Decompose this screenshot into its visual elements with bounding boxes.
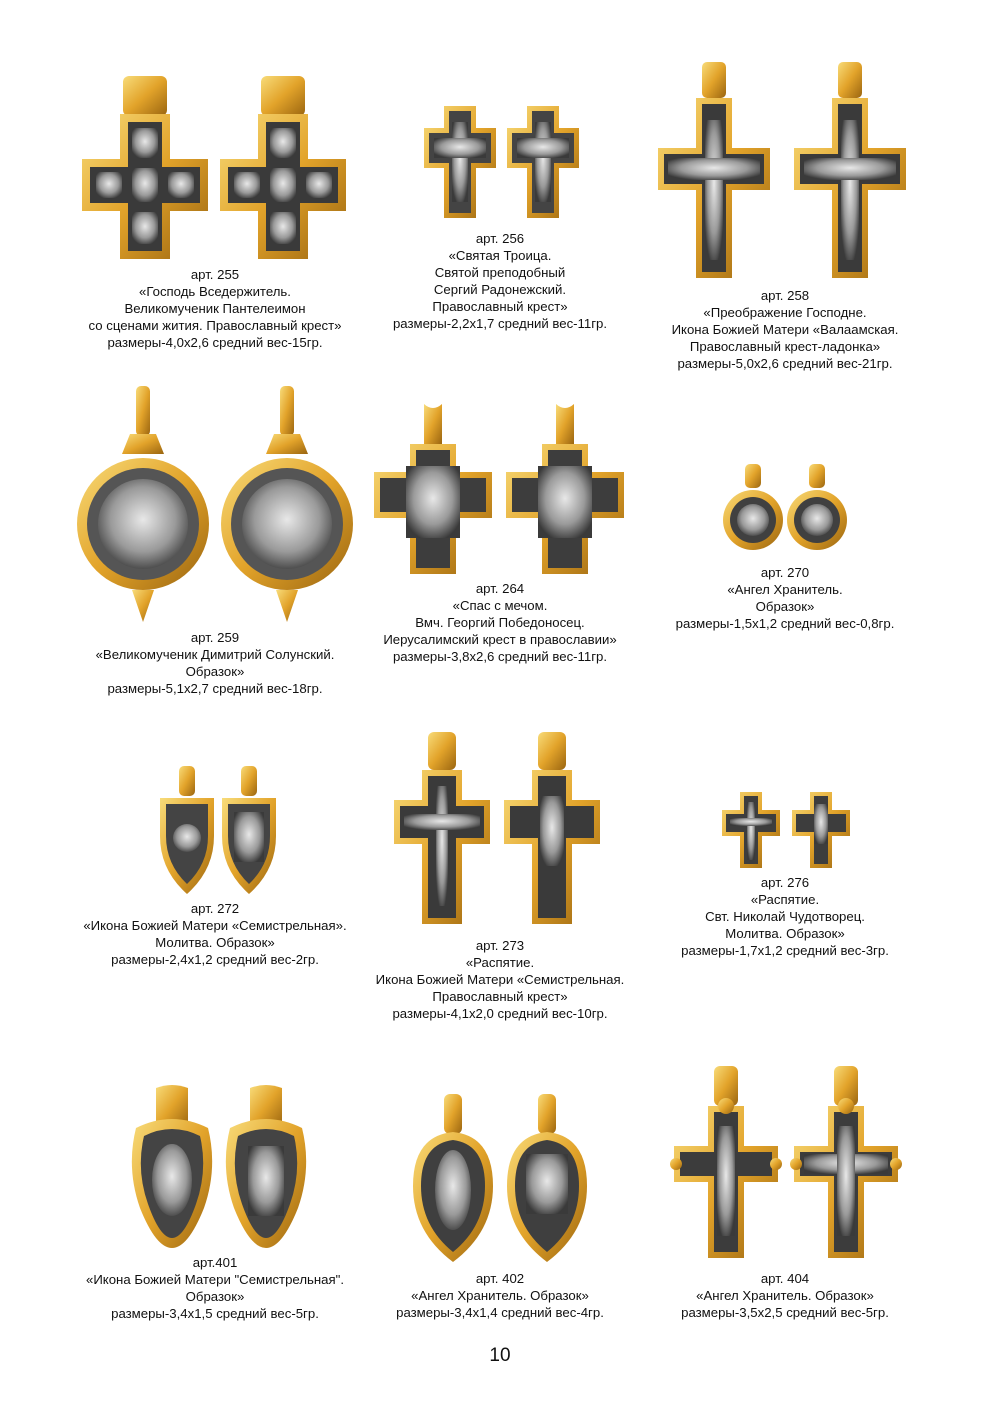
product-256 (360, 100, 640, 340)
article-number: арт.401 (192, 1255, 238, 1270)
caption-line: Образок» (755, 599, 815, 614)
small-round-medallion-icon (786, 462, 848, 558)
caption-line: Православный крест» (432, 989, 568, 1004)
caption-line: Свт. Николай Чудотворец. (705, 909, 865, 924)
article-number: арт. 259 (190, 630, 240, 645)
caption-line: Православный крест-ладонка» (689, 339, 881, 354)
caption-line: Святой преподобный (434, 265, 566, 280)
article-number: арт. 404 (760, 1271, 810, 1286)
caption-line: размеры-2,2х1,7 средний вес-11гр. (392, 316, 608, 331)
caption-line: «Ангел Хранитель. Образок» (411, 1288, 589, 1303)
ornate-medallion-icon (220, 1084, 312, 1250)
cross-pendant-icon (392, 730, 492, 928)
jerusalem-cross-icon (370, 402, 496, 578)
budded-cross-icon (790, 1064, 902, 1264)
caption-line: «Преображение Господне. (703, 305, 867, 320)
product-caption (360, 580, 640, 665)
product-caption (360, 1270, 640, 1321)
caption-line: «Икона Божией Матери «Семистрельная». (83, 918, 347, 933)
article-number: арт. 270 (760, 565, 810, 580)
caption-line: Икона Божией Матери «Валаамская. (671, 322, 899, 337)
caption-line: размеры-1,5х1,2 средний вес-0,8гр. (675, 616, 895, 631)
caption-line: «Ангел Хранитель. Образок» (696, 1288, 874, 1303)
small-round-medallion-icon (722, 462, 784, 558)
caption-line: «Распятие. (465, 955, 535, 970)
caption-line: Иерусалимский крест в православии» (383, 632, 617, 647)
article-number: арт. 272 (190, 901, 240, 916)
caption-line: размеры-4,0х2,6 средний вес-15гр. (107, 335, 323, 350)
caption-line: Великомученик Пантелеимон (124, 301, 306, 316)
page-number: 10 (489, 1345, 511, 1366)
product-259 (70, 382, 360, 702)
product-258 (640, 58, 930, 378)
cross-pendant-icon (502, 730, 602, 928)
greek-cross-pendant-icon (218, 74, 348, 262)
product-264 (360, 400, 640, 685)
small-cross-icon (720, 790, 782, 870)
shield-medallion-icon (218, 764, 280, 898)
caption-line: размеры-1,7х1,2 средний вес-3гр. (681, 943, 889, 958)
reliquary-cross-icon (654, 60, 774, 284)
product-401 (70, 1082, 360, 1327)
cross-pendant-icon (422, 102, 498, 222)
round-medallion-icon (218, 384, 356, 624)
caption-line: размеры-5,1х2,7 средний вес-18гр. (107, 681, 323, 696)
caption-line: «Спас с мечом. (452, 598, 548, 613)
caption-line: размеры-3,8х2,6 средний вес-11гр. (392, 649, 608, 664)
ornate-medallion-icon (126, 1084, 218, 1250)
product-caption (360, 230, 640, 332)
small-cross-icon (790, 790, 852, 870)
product-caption (640, 874, 930, 959)
product-caption (640, 564, 930, 632)
cross-pendant-icon (505, 102, 581, 222)
product-caption (70, 266, 360, 351)
caption-line: размеры-2,4х1,2 средний вес-2гр. (111, 952, 319, 967)
product-273 (360, 728, 640, 1028)
caption-line: Православный крест» (432, 299, 568, 314)
round-medallion-icon (74, 384, 212, 624)
article-number: арт. 258 (760, 288, 810, 303)
caption-line: размеры-3,4х1,5 средний вес-5гр. (111, 1306, 319, 1321)
article-number: арт. 264 (475, 581, 525, 596)
oval-medallion-icon (410, 1092, 496, 1264)
caption-line: размеры-5,0х2,6 средний вес-21гр. (677, 356, 893, 371)
caption-line: «Икона Божией Матери "Семистрельная". (85, 1272, 344, 1287)
jerusalem-cross-icon (502, 402, 628, 578)
product-caption (360, 937, 640, 1022)
article-number: арт. 256 (475, 231, 525, 246)
product-caption (640, 1270, 930, 1321)
caption-line: Молитва. Образок» (725, 926, 845, 941)
product-404 (640, 1062, 930, 1332)
caption-line: «Ангел Хранитель. (727, 582, 843, 597)
article-number: арт. 255 (190, 267, 240, 282)
article-number: арт. 273 (475, 938, 525, 953)
caption-line: Молитва. Образок» (155, 935, 275, 950)
product-402 (360, 1090, 640, 1330)
oval-medallion-icon (504, 1092, 590, 1264)
caption-line: «Святая Троица. (448, 248, 552, 263)
product-caption (70, 1254, 360, 1322)
caption-line: «Великомученик Димитрий Солунский. (95, 647, 335, 662)
greek-cross-pendant-icon (80, 74, 210, 262)
caption-line: «Господь Вседержитель. (139, 284, 291, 299)
article-number: арт. 402 (475, 1271, 525, 1286)
product-caption (70, 629, 360, 697)
caption-line: Образок» (185, 1289, 245, 1304)
caption-line: Сергий Радонежский. (433, 282, 567, 297)
caption-line: Вмч. Георгий Победоносец. (415, 615, 585, 630)
shield-medallion-icon (156, 764, 218, 898)
caption-line: размеры-3,4х1,4 средний вес-4гр. (396, 1305, 604, 1320)
caption-line: Икона Божией Матери «Семистрельная. (375, 972, 625, 987)
product-272 (70, 762, 360, 972)
product-caption (70, 900, 360, 968)
reliquary-cross-icon (790, 60, 910, 284)
caption-line: «Распятие. (750, 892, 820, 907)
product-270 (640, 460, 930, 640)
article-number: арт. 276 (760, 875, 810, 890)
caption-line: размеры-4,1х2,0 средний вес-10гр. (392, 1006, 608, 1021)
caption-line: со сценами жития. Православный крест» (88, 318, 342, 333)
product-caption (640, 287, 930, 372)
budded-cross-icon (670, 1064, 782, 1264)
caption-line: Образок» (185, 664, 245, 679)
product-255 (70, 70, 360, 360)
product-276 (640, 788, 930, 968)
caption-line: размеры-3,5х2,5 средний вес-5гр. (681, 1305, 889, 1320)
